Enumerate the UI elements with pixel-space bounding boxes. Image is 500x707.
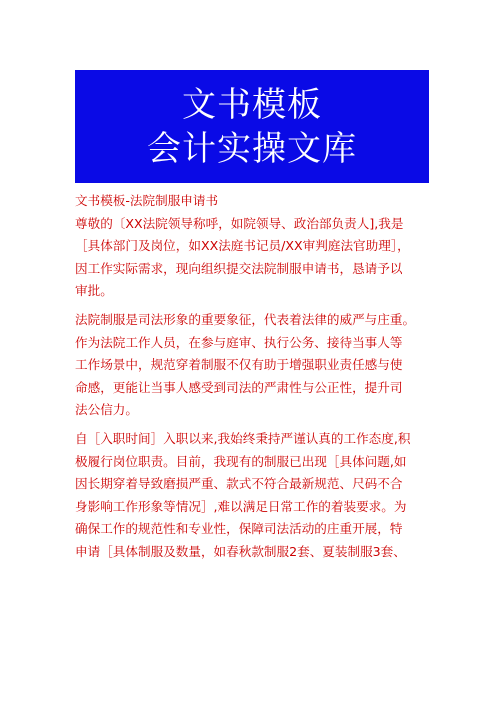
text-line: 作为法院工作人员，在参与庭审、执行公务、接待当事人等 <box>75 334 403 350</box>
document-body <box>75 190 435 570</box>
text-line: 法公信力。 <box>75 402 138 418</box>
text-line: 因长期穿着导致磨损严重、款式不符合最新规范、尺码不合 <box>75 476 403 492</box>
paragraph-request <box>75 428 435 564</box>
text-line: 工作场景中，规范穿着制服不仅有助于增强职业责任感与使 <box>75 357 403 373</box>
text-line: 极履行岗位职责。目前，我现有的制服已出现［具体问题,如 <box>75 453 407 469</box>
text-line: 自［入职时间］入职以来,我始终秉持严谨认真的工作态度,积 <box>75 430 411 446</box>
text-line: 身影响工作形象等情况］,难以满足日常工作的着装要求。为 <box>75 498 407 514</box>
banner-title-line-1: 文书模板 <box>182 84 322 125</box>
text-line: 申请［具体制服及数量，如春秋款制服2套、夏装制服3套、 <box>75 543 406 559</box>
text-line: 确保工作的规范性和专业性，保障司法活动的庄重开展，特 <box>75 521 403 537</box>
banner-title-line-2: 会计实操文库 <box>147 128 357 169</box>
text-line: 审批。 <box>75 283 113 299</box>
paragraph-greeting <box>75 213 435 303</box>
text-line: 尊敬的〔XX法院领导称呼，如院领导、政治部负责人],我是 <box>75 215 404 231</box>
paragraph-significance <box>75 309 435 422</box>
text-line: ［具体部门及岗位，如XX法庭书记员/XX审判庭法官助理］， <box>75 238 410 254</box>
text-line: 法院制服是司法形象的重要象征，代表着法律的威严与庄重。 <box>75 311 416 327</box>
document-title: 文书模板-法院制服申请书 <box>75 193 219 208</box>
text-line: 因工作实际需求，现向组织提交法院制服申请书，恳请予以 <box>75 260 403 276</box>
text-line: 命感，更能让当事人感受到司法的严肃性与公正性，提升司 <box>75 379 403 395</box>
title-banner <box>75 70 429 183</box>
